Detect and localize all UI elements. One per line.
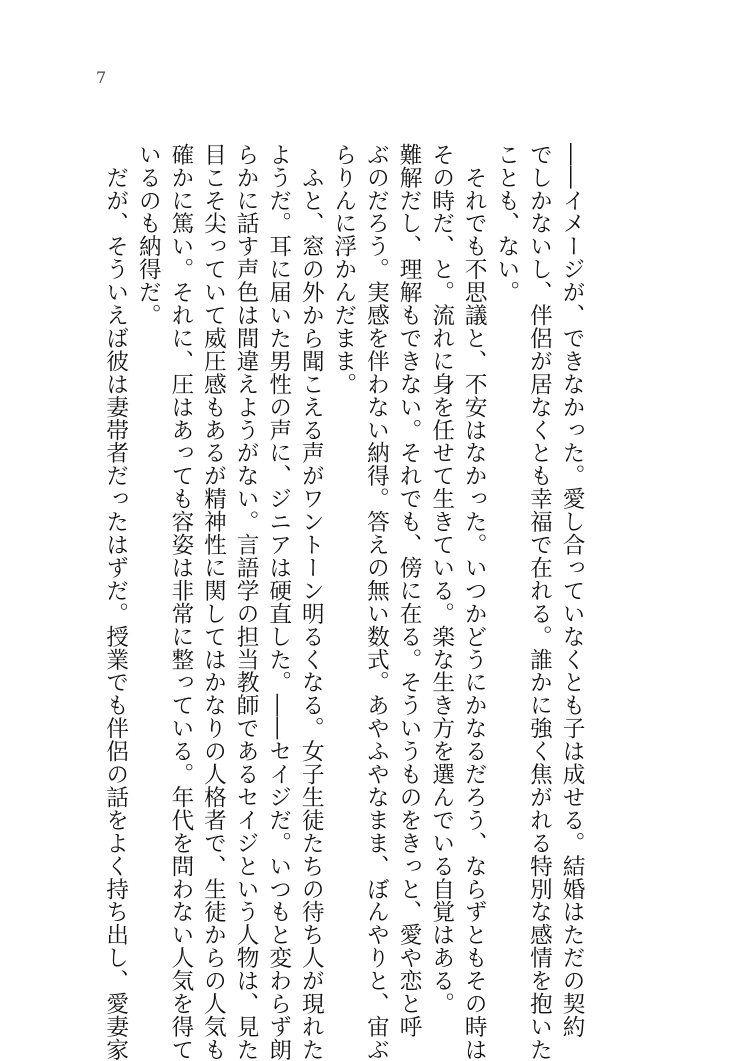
body-text [99,143,588,1061]
text-line: ことも、ない。 [493,143,520,304]
text-line: らかに話す声色は間違えようがない。言語学の担当教師であるセイジという人物は、見た [233,143,260,1061]
text-line: その時だ、と。流れに身を任せて生きている。楽な生き方を選んでいる自覚はある。 [428,143,455,1016]
text-line: 目こそ尖っていて威圧感もあるが精神性に関してはかなりの人格者で、生徒からの人気も [200,143,227,1061]
text-line: いるのも納得だ。 [135,143,162,327]
text-line: らりんに浮かんだまま。 [330,143,357,396]
text-line: でしかないし、伴侶が居なくとも幸福で在れる。誰かに強く焦がれる特別な感情を抱いた [526,143,553,1061]
text-line: ――イメージが、できなかった。愛し合っていなくとも子は成せる。結婚はただの契約 [559,143,585,1039]
text-line: それでも不思議と、不安はなかった。いつかどうにかなるだろう、ならずともその時は [461,143,488,1061]
text-line: ようだ。耳に届いた男性の声に、ジニアは硬直した。――セイジだ。いつもと変わらず朗 [265,143,292,1061]
text-line: 確かに篤い。それに、圧はあっても容姿は非常に整っている。年代を問わない人気を得て [167,143,194,1061]
text-line: だが、そういえば彼は妻帯者だったはずだ。授業でも伴侶の話をよく持ち出し、愛妻家 [102,143,129,1061]
text-line: ふと、窓の外から聞こえる声がワントーン明るくなる。女子生徒たちの待ち人が現れた [298,143,325,1061]
page-number: 7 [96,68,107,87]
text-line: 難解だし、理解もできない。それでも、傍に在る。そういうものをきっと、愛や恋と呼 [396,143,423,1039]
text-line: ぶのだろう。実感を伴わない納得。答えの無い数式。あやふやなまま、ぼんやりと、宙ぶ [363,143,390,1061]
